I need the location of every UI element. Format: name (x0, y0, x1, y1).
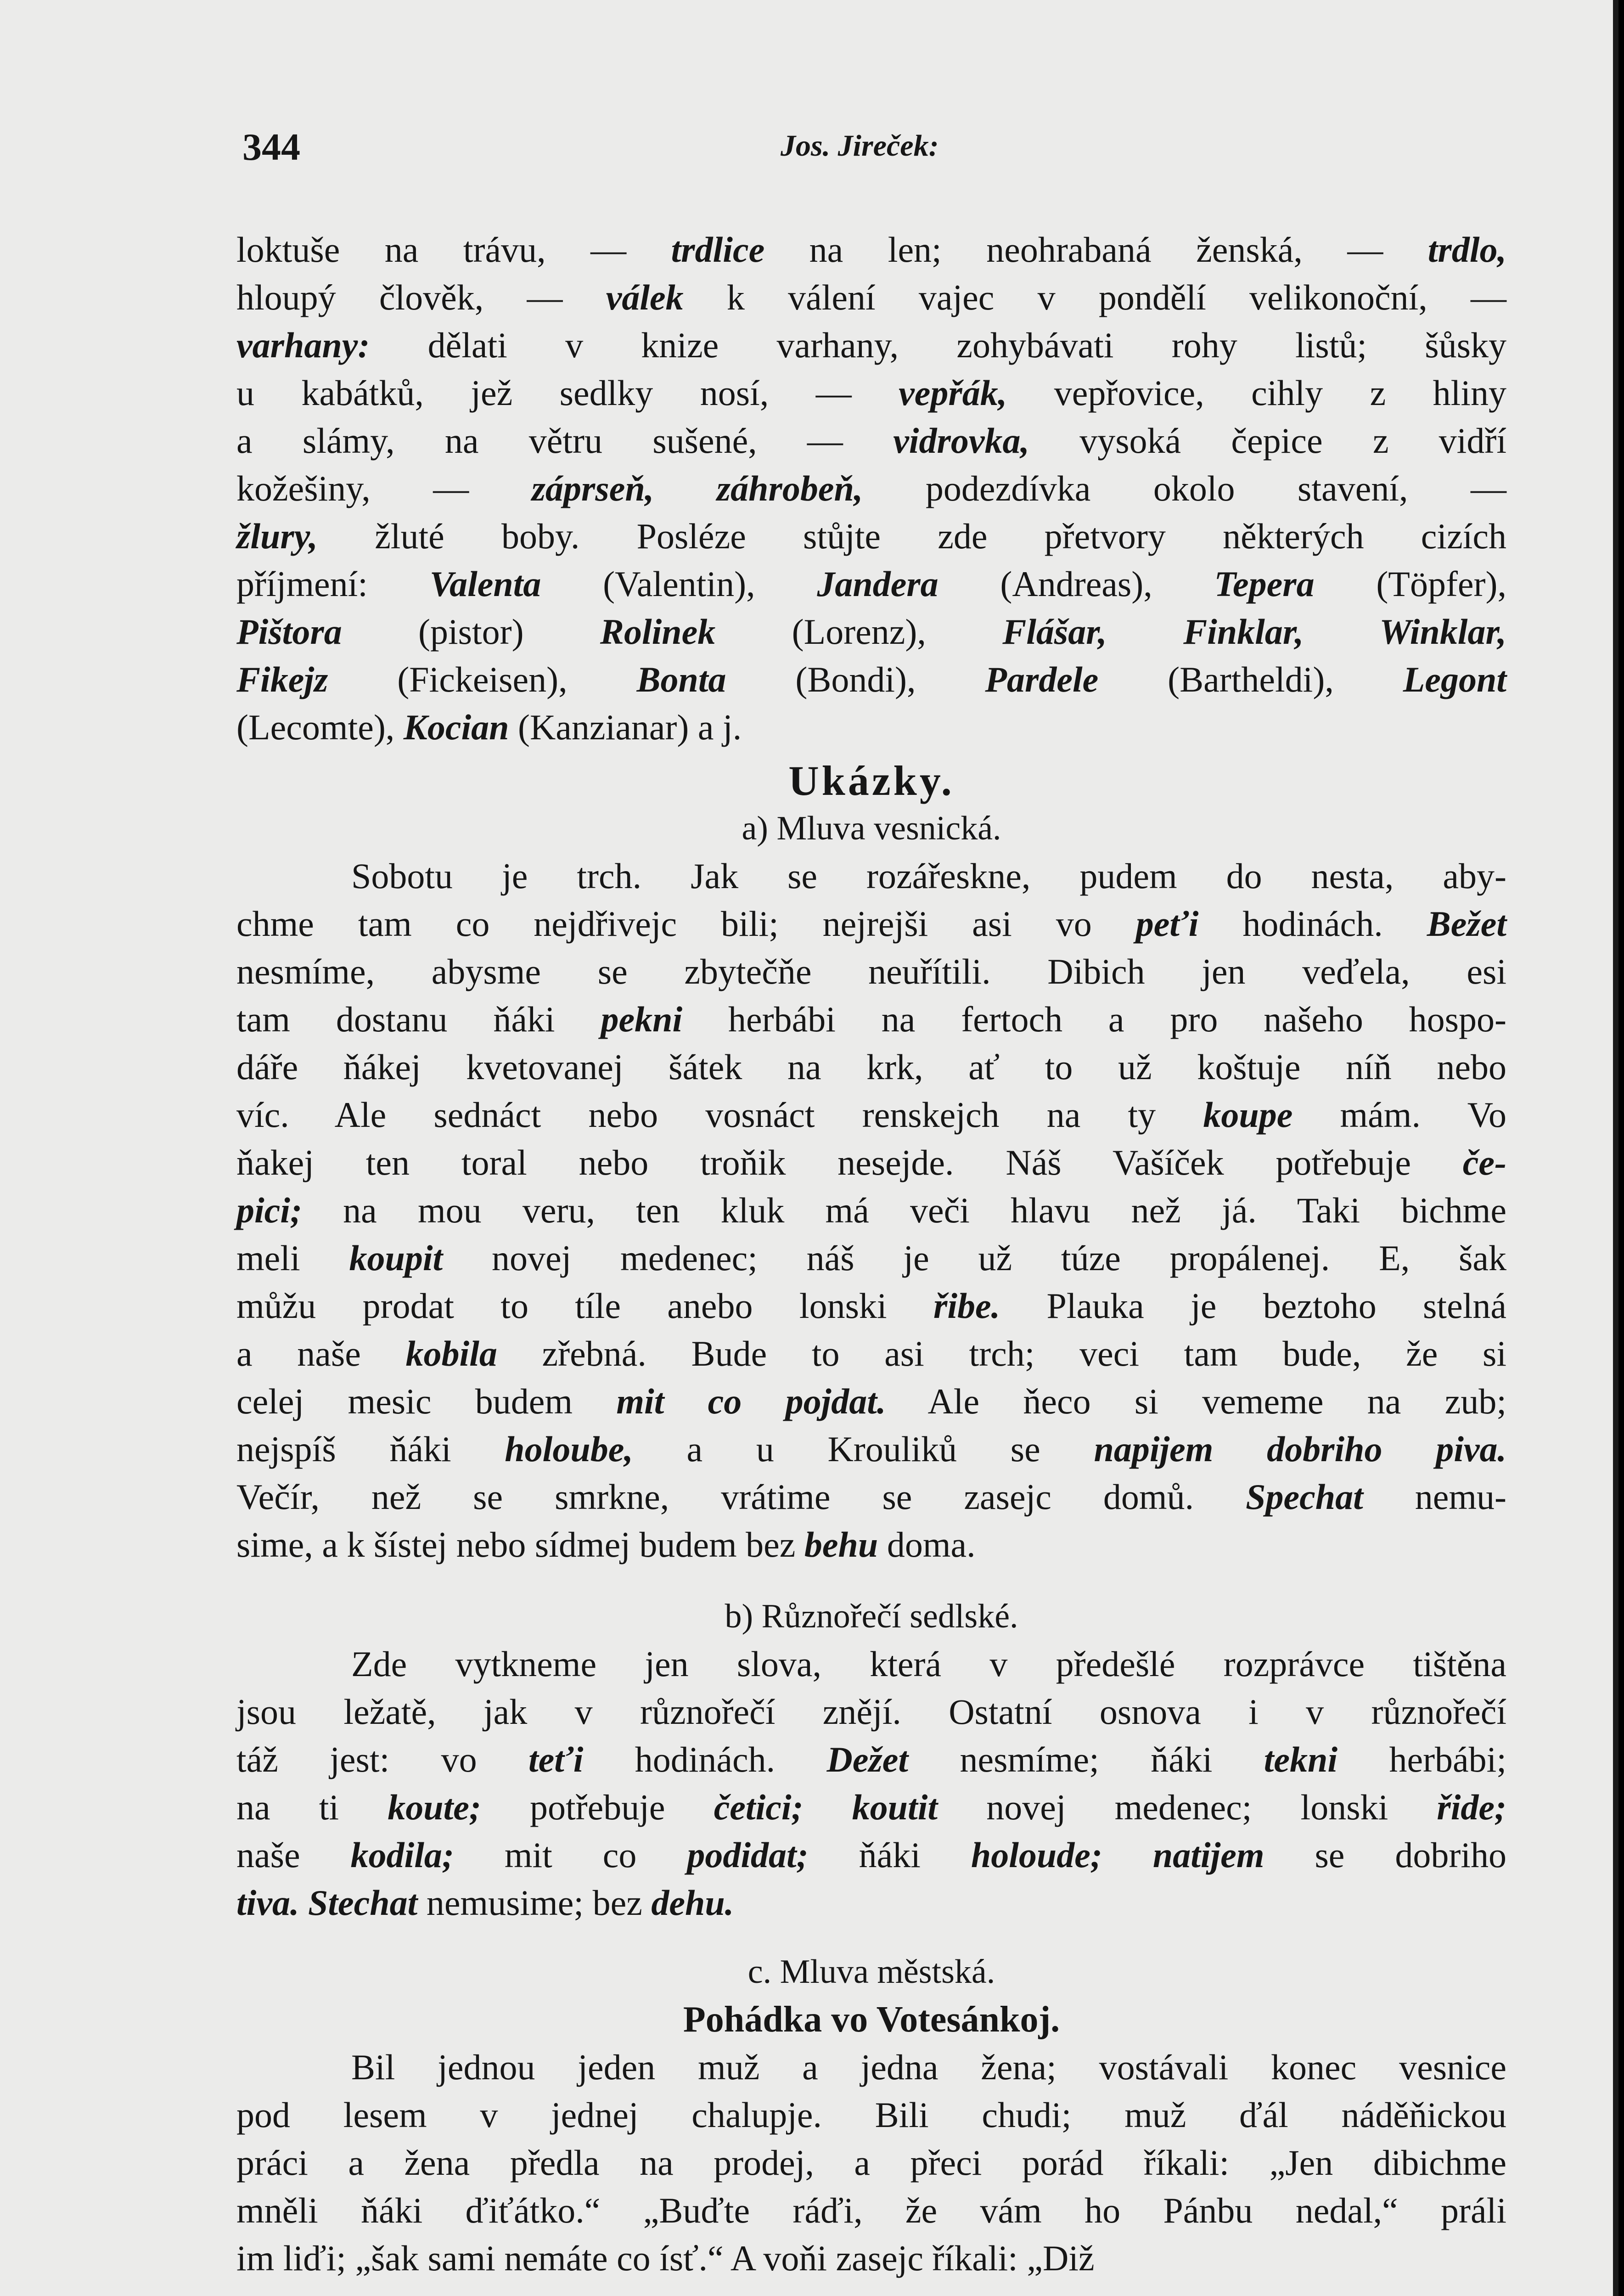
italic-term: Tepera (1214, 564, 1315, 604)
text-line: tiva. Stechat nemusime; bez dehu. (236, 1883, 734, 1923)
italic-term: Kocian (403, 707, 509, 747)
text-line: varhany: dělati v knize varhany, zohybávati rohy listů; šůsky (236, 325, 1506, 365)
paragraph-sample-b (236, 1640, 1506, 1927)
heading-section-a: a) Mluva vesnická. (742, 810, 1001, 847)
italic-term: koute; (388, 1787, 481, 1827)
page-number: 344 (242, 126, 300, 169)
text-line: meli koupit novej medenec; náš je už túze propálenej. E, šak (236, 1238, 1506, 1278)
italic-term: válek (606, 277, 684, 317)
text-line: Zde vytkneme jen slova, která v předešlé rozprávce tištěna (351, 1644, 1506, 1684)
text-line: im liďi; „šak sami nemáte co ísť.“ A voňi zasejc říkali: „Diž (236, 2238, 1095, 2278)
italic-term: varhany: (236, 325, 370, 365)
italic-term: natijem (1152, 1835, 1264, 1875)
italic-term: řibe. (933, 1286, 1000, 1326)
italic-term: tiva. (236, 1883, 299, 1923)
italic-term: pekni (601, 999, 683, 1039)
italic-term: Dežet (826, 1739, 909, 1779)
heading-section-c: c. Mluva městská. (747, 1953, 995, 1991)
text-line: pod lesem v jednej chalupje. Bili chudi; muž ďál náděňickou (236, 2095, 1506, 2135)
italic-term: Valenta (429, 564, 541, 604)
italic-term: Stechat (308, 1883, 418, 1923)
italic-term: holoube, (505, 1429, 633, 1469)
heading-section-b: b) Různořečí sedlské. (725, 1598, 1018, 1635)
heading-tale-title: Pohádka vo Votesánkoj. (683, 1999, 1060, 2040)
text-line: příjmení: Valenta (Valentin), Jandera (Andreas), Tepera (Töpfer), (236, 564, 1506, 604)
italic-term: koutit (852, 1787, 938, 1827)
heading-ukazky: Ukázky. (788, 757, 955, 804)
text-line: ňakej ten toral nebo troňik nesejde. Náš Vašíček potřebuje če- (236, 1142, 1506, 1182)
italic-term: tekni (1264, 1739, 1338, 1779)
page-header (0, 125, 1618, 175)
text-line: u kabátků, jež sedlky nosí, — vepřák, vepřovice, cihly z hliny (236, 373, 1506, 413)
text-line: Večír, než se smrkne, vrátime se zasejc domů. Spechat nemu- (236, 1477, 1507, 1517)
page-body (236, 226, 1506, 2282)
italic-term: trdlice (671, 230, 765, 270)
text-line: tam dostanu ňáki pekni herbábi na fertoch a pro našeho hospo- (236, 999, 1506, 1039)
italic-term: peťi (1135, 904, 1199, 944)
italic-term: behu (804, 1525, 878, 1564)
italic-term: Pardele (985, 659, 1099, 699)
text-line: nejspíš ňáki holoube, a u Krouliků se napijem dobriho piva. (236, 1429, 1506, 1469)
text-line: mněli ňáki ďiťátko.“ „Buďte ráďi, že vám ho Pánbu nedal,“ práli (236, 2190, 1506, 2230)
text-line: žlury, žluté boby. Posléze stůjte zde přetvory některých cizích (236, 516, 1506, 556)
paragraph-sample-a (236, 852, 1506, 1569)
text-line: chme tam co nejdřivejc bili; nejrejši asi vo peťi hodinách. Bežet (236, 904, 1506, 944)
italic-term: Flášar, Finklar, Winklar, (1002, 612, 1507, 652)
text-line: hloupý člověk, — válek k válení vajec v pondělí velikonoční, — (236, 277, 1506, 317)
italic-term: Bonta (636, 659, 726, 699)
text-line: táž jest: vo teťi hodinách. Dežet nesmíme; ňáki tekni herbábi; (236, 1739, 1507, 1779)
text-line: Fikejz (Fickeisen), Bonta (Bondi), Pardele (Bartheldi), Legont (236, 659, 1507, 699)
text-line: a naše kobila zřebná. Bude to asi trch; veci tam bude, že si (236, 1334, 1506, 1373)
text-line: naše kodila; mit co podidat; ňáki holoude; natijem se dobriho (236, 1835, 1506, 1875)
italic-term: Spechat (1246, 1477, 1363, 1517)
italic-term: vidrovka, (893, 421, 1029, 461)
italic-term: záprseň, záhrobeň, (531, 468, 863, 508)
italic-term: dehu. (651, 1883, 734, 1923)
text-line: víc. Ale sednáct nebo vosnáct renskejch na ty koupe mám. Vo (236, 1095, 1506, 1135)
text-line: kožešiny, — záprseň, záhrobeň, podezdívka okolo stavení, — (236, 468, 1506, 508)
italic-term: řide; (1437, 1787, 1507, 1827)
text-line: práci a žena předla na prodej, a přeci porád říkali: „Jen dibichme (236, 2143, 1506, 2183)
text-line: pici; na mou veru, ten kluk má veči hlavu než já. Taki bichme (236, 1190, 1506, 1230)
italic-term: vepřák, (899, 373, 1007, 413)
text-line: Pištora (pistor) Rolinek (Lorenz), Flášar, Finklar, Winklar, (236, 612, 1507, 652)
text-line: dáře ňákej kvetovanej šátek na krk, ať to už koštuje níň nebo (236, 1047, 1506, 1087)
text-line: nesmíme, abysme se zbytečňe neuřítili. Dibich jen veďela, esi (236, 951, 1506, 991)
italic-term: Fikejz (236, 659, 328, 699)
italic-term: Bežet (1427, 904, 1506, 944)
italic-term: napijem dobriho piva. (1094, 1429, 1506, 1469)
text-line: Bil jednou jeden muž a jedna žena; vostávali konec vesnice (351, 2047, 1506, 2087)
italic-term: koupe (1203, 1095, 1293, 1135)
text-line: jsou ležatě, jak v různořečí znějí. Ostatní osnova i v různořečí (236, 1692, 1506, 1732)
text-line: celej mesic budem mit co pojdat. Ale ňeco si vememe na zub; (236, 1381, 1506, 1421)
italic-term: trdlo, (1427, 230, 1506, 270)
paragraph-tale (236, 2043, 1506, 2282)
text-line: Sobotu je trch. Jak se rozářeskne, pudem do nesta, aby- (351, 856, 1506, 896)
italic-term: žlury, (236, 516, 318, 556)
italic-term: če- (1462, 1142, 1506, 1182)
italic-term: holoude; (971, 1835, 1102, 1875)
italic-term: Rolinek (600, 612, 716, 652)
text-line: můžu prodat to tíle anebo lonski řibe. Plauka je beztoho stelná (236, 1286, 1506, 1326)
italic-term: četici; (714, 1787, 804, 1827)
italic-term: Jandera (817, 564, 938, 604)
text-line: (Lecomte), Kocian (Kanzianar) a j. (236, 707, 742, 747)
italic-term: pici; (236, 1190, 302, 1230)
page-edge (1613, 0, 1618, 2296)
italic-term: koupit (349, 1238, 443, 1278)
running-head: Jos. Jireček: (781, 129, 939, 163)
text-line: na ti koute; potřebuje četici; koutit novej medenec; lonski řide; (236, 1787, 1507, 1827)
italic-term: Legont (1403, 659, 1507, 699)
italic-term: teťi (528, 1739, 584, 1779)
italic-term: podidat; (687, 1835, 809, 1875)
italic-term: kobila (405, 1334, 497, 1373)
text-line: sime, a k šístej nebo sídmej budem bez behu doma. (236, 1525, 976, 1564)
italic-term: kodila; (350, 1835, 454, 1875)
text-line: a slámy, na větru sušené, — vidrovka, vysoká čepice z vidří (236, 421, 1506, 461)
italic-term: mit co pojdat. (616, 1381, 886, 1421)
paragraph-intro (236, 226, 1506, 751)
text-line: loktuše na trávu, — trdlice na len; neohrabaná ženská, — trdlo, (236, 230, 1506, 270)
italic-term: Pištora (236, 612, 342, 652)
